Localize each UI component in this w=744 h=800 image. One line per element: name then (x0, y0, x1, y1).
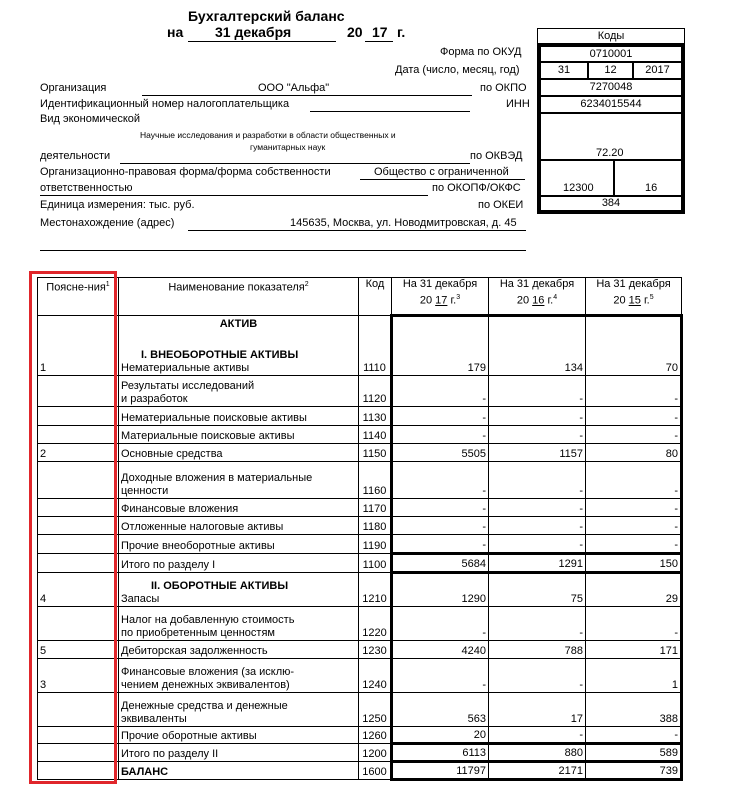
row-value-1: 5684 (392, 554, 489, 573)
okpo-label: по ОКПО (480, 82, 527, 94)
code-okopf: 12300 (563, 182, 594, 194)
row-code: 1240 (359, 659, 392, 693)
code-okfs-cell (614, 160, 682, 196)
row-value-1: 179 (392, 316, 489, 376)
row-value-1: - (392, 376, 489, 407)
row-value-1: 4240 (392, 641, 489, 659)
row-code: 1130 (359, 407, 392, 426)
row-note: 2 (38, 444, 119, 462)
table-row (38, 316, 682, 376)
code-year: 2017 (633, 62, 682, 79)
row-value-3: - (586, 499, 682, 517)
row-value-1: - (392, 535, 489, 554)
table-row (38, 727, 682, 744)
row-value-1: - (392, 426, 489, 444)
table-row (38, 641, 682, 659)
header-col3: На 31 декабря 20 15 г.$^5$ (586, 278, 682, 316)
address-value: 145635, Москва, ул. Новодмитровская, д. 45 (290, 217, 517, 229)
row-name-text: Нематериальные активы (121, 362, 250, 374)
address-underline (188, 217, 526, 231)
row-value-2: - (489, 517, 586, 535)
row-name: Денежные средства и денежные эквиваленты (119, 693, 359, 727)
date-underline (188, 24, 336, 42)
codes-box (537, 28, 685, 214)
row-value-2: 75 (489, 573, 586, 607)
date-label: Дата (число, месяц, год) (395, 64, 520, 76)
header-col2: На 31 декабря 20 16 г.$^4$ (489, 278, 586, 316)
row-value-2: 1157 (489, 444, 586, 462)
inn-text-label: Идентификационный номер налогоплательщика (40, 98, 290, 110)
balance-table (37, 277, 683, 781)
code-okfs: 16 (645, 182, 658, 194)
row-value-3: 70 (586, 316, 682, 376)
code-okved: 72.20 (596, 147, 624, 159)
row-name: Налог на добавленную стоимость по приобретенным ценностям (119, 607, 359, 641)
row-value-2: - (489, 407, 586, 426)
row-name: Прочие оборотные активы (119, 727, 359, 744)
title-year-suffix: 17 (372, 24, 388, 40)
row-value-1: 11797 (392, 762, 489, 780)
row-code: 1260 (359, 727, 392, 744)
row-code: 1150 (359, 444, 392, 462)
row-value-2: - (489, 376, 586, 407)
code-okopf-cell (540, 160, 614, 196)
row-note: 3 (38, 659, 119, 693)
row-name: Итого по разделу I (119, 554, 359, 573)
row-value-3: - (586, 462, 682, 499)
row-code: 1230 (359, 641, 392, 659)
row-name: БАЛАНС (119, 762, 359, 780)
address-label: Местонахождение (адрес) (40, 217, 175, 229)
row-name: Финансовые вложения (за исклю- чением денежных эквивалентов) (119, 659, 359, 693)
row-name: Итого по разделу II (119, 744, 359, 762)
row-value-1: 1290 (392, 573, 489, 607)
table-row (38, 573, 682, 607)
row-value-3: - (586, 426, 682, 444)
row-value-3: 29 (586, 573, 682, 607)
code-month: 12 (588, 62, 633, 79)
legal-underline-2 (40, 182, 428, 196)
row-code: 1110 (359, 316, 392, 376)
activity-underline (120, 150, 470, 164)
row-code: 1140 (359, 426, 392, 444)
section-1-heading: I. ВНЕОБОРОТНЫЕ АКТИВЫ (141, 349, 299, 361)
row-note: 1 (38, 316, 119, 376)
header-col1: На 31 декабря 20 17 г.$^3$ (392, 278, 489, 316)
header-code: Код (359, 278, 392, 316)
table-row (38, 535, 682, 554)
row-value-2: - (489, 607, 586, 641)
row-value-2: - (489, 727, 586, 744)
row-value-1: - (392, 499, 489, 517)
row-value-1: - (392, 517, 489, 535)
aktiv-heading: АКТИВ (219, 318, 258, 330)
row-name: Финансовые вложения (119, 499, 359, 517)
code-okpo: 7270048 (540, 79, 682, 96)
row-value-3: 171 (586, 641, 682, 659)
row-value-1: 6113 (392, 744, 489, 762)
activity-label-1: Вид экономической (40, 113, 141, 125)
row-note: 5 (38, 641, 119, 659)
row-name (119, 316, 359, 376)
org-label: Организация (40, 82, 107, 94)
activity-label-2: деятельности (40, 150, 111, 162)
table-row (38, 744, 682, 762)
row-value-2: 134 (489, 316, 586, 376)
row-name: Дебиторская задолженность (119, 641, 359, 659)
legal-label-2: ответственностью (40, 182, 133, 194)
row-value-2: - (489, 462, 586, 499)
row-value-3: 150 (586, 554, 682, 573)
header-name: Наименование показателя$^2$ (119, 278, 359, 316)
table-row (38, 426, 682, 444)
inn-label: ИНН (506, 98, 530, 110)
row-name: Отложенные налоговые активы (119, 517, 359, 535)
row-value-3: - (586, 607, 682, 641)
address-underline-2 (40, 237, 526, 251)
table-row (38, 693, 682, 727)
row-value-2: - (489, 659, 586, 693)
row-value-2: - (489, 499, 586, 517)
row-value-3: - (586, 727, 682, 744)
legal-underline-1 (360, 166, 525, 180)
row-name: Основные средства (119, 444, 359, 462)
row-code: 1190 (359, 535, 392, 554)
row-name: II. ОБОРОТНЫЕ АКТИВЫ Запасы (119, 573, 359, 607)
row-value-3: - (586, 407, 682, 426)
row-note: 4 (38, 573, 119, 607)
row-code: 1210 (359, 573, 392, 607)
unit-label: Единица измерения: тыс. руб. (40, 199, 195, 211)
row-value-1: - (392, 607, 489, 641)
activity-value-2: гуманитарных наук (250, 142, 326, 152)
title-year-prefix: 20 (347, 24, 363, 40)
table-row (38, 659, 682, 693)
okved-label: по ОКВЭД (470, 150, 523, 162)
row-value-3: 80 (586, 444, 682, 462)
doc-title: Бухгалтерский баланс (188, 8, 345, 24)
section-2-heading: II. ОБОРОТНЫЕ АКТИВЫ (151, 580, 289, 592)
table-row (38, 517, 682, 535)
row-value-1: - (392, 462, 489, 499)
table-row (38, 407, 682, 426)
legal-label-1: Организационно-правовая форма/форма собственности (40, 166, 331, 178)
row-name: Результаты исследований и разработок (119, 376, 359, 407)
row-code: 1250 (359, 693, 392, 727)
row-value-2: 880 (489, 744, 586, 762)
row-value-2: 788 (489, 641, 586, 659)
table-row (38, 376, 682, 407)
year-underline (365, 24, 393, 42)
row-value-2: - (489, 426, 586, 444)
row-code: 1180 (359, 517, 392, 535)
row-value-3: - (586, 376, 682, 407)
row-code: 1160 (359, 462, 392, 499)
header-note: Поясне-ния$^1$ (38, 278, 119, 316)
table-row (38, 554, 682, 573)
row-code: 1170 (359, 499, 392, 517)
row-value-1: - (392, 659, 489, 693)
code-day: 31 (540, 62, 588, 79)
table-row (38, 444, 682, 462)
table-row (38, 762, 682, 780)
row-value-1: - (392, 407, 489, 426)
legal-value-1: Общество с ограниченной (374, 166, 509, 178)
row-value-3: 388 (586, 693, 682, 727)
row-value-2: - (489, 535, 586, 554)
okei-label: по ОКЕИ (478, 199, 524, 211)
codes-title: Коды (537, 28, 685, 44)
title-on: на (167, 24, 184, 40)
row-code: 1220 (359, 607, 392, 641)
row-name: Прочие внеоборотные активы (119, 535, 359, 554)
org-value: ООО "Альфа" (258, 82, 330, 94)
activity-value-1: Научные исследования и разработки в области общественных и (140, 130, 396, 140)
code-inn: 6234015544 (540, 96, 682, 113)
row-value-1: 5505 (392, 444, 489, 462)
row-value-2: 2171 (489, 762, 586, 780)
table-row (38, 462, 682, 499)
okopf-label: по ОКОПФ/ОКФС (432, 182, 521, 194)
row-value-1: 20 (392, 727, 489, 744)
code-okei: 384 (540, 196, 682, 211)
row-name: Материальные поисковые активы (119, 426, 359, 444)
row-value-1: 563 (392, 693, 489, 727)
title-year-g: г. (397, 24, 406, 40)
row-value-3: 739 (586, 762, 682, 780)
code-okved-cell (540, 113, 682, 160)
table-header (38, 278, 682, 316)
row-code: 1600 (359, 762, 392, 780)
org-underline (142, 82, 472, 96)
inn-underline (310, 98, 470, 112)
row-value-3: - (586, 517, 682, 535)
row-code: 1100 (359, 554, 392, 573)
row-name: Доходные вложения в материальные ценности (119, 462, 359, 499)
row-value-3: 1 (586, 659, 682, 693)
table-row (38, 499, 682, 517)
highlight-box (29, 271, 117, 784)
row-value-3: 589 (586, 744, 682, 762)
row-value-2: 1291 (489, 554, 586, 573)
table-row (38, 607, 682, 641)
row-code: 1120 (359, 376, 392, 407)
okud-label: Форма по ОКУД (440, 46, 522, 58)
title-date: 31 декабря (215, 24, 292, 40)
row-value-3: - (586, 535, 682, 554)
row-value-2: 17 (489, 693, 586, 727)
code-okud: 0710001 (540, 46, 682, 62)
row-name: Нематериальные поисковые активы (119, 407, 359, 426)
row-code: 1200 (359, 744, 392, 762)
